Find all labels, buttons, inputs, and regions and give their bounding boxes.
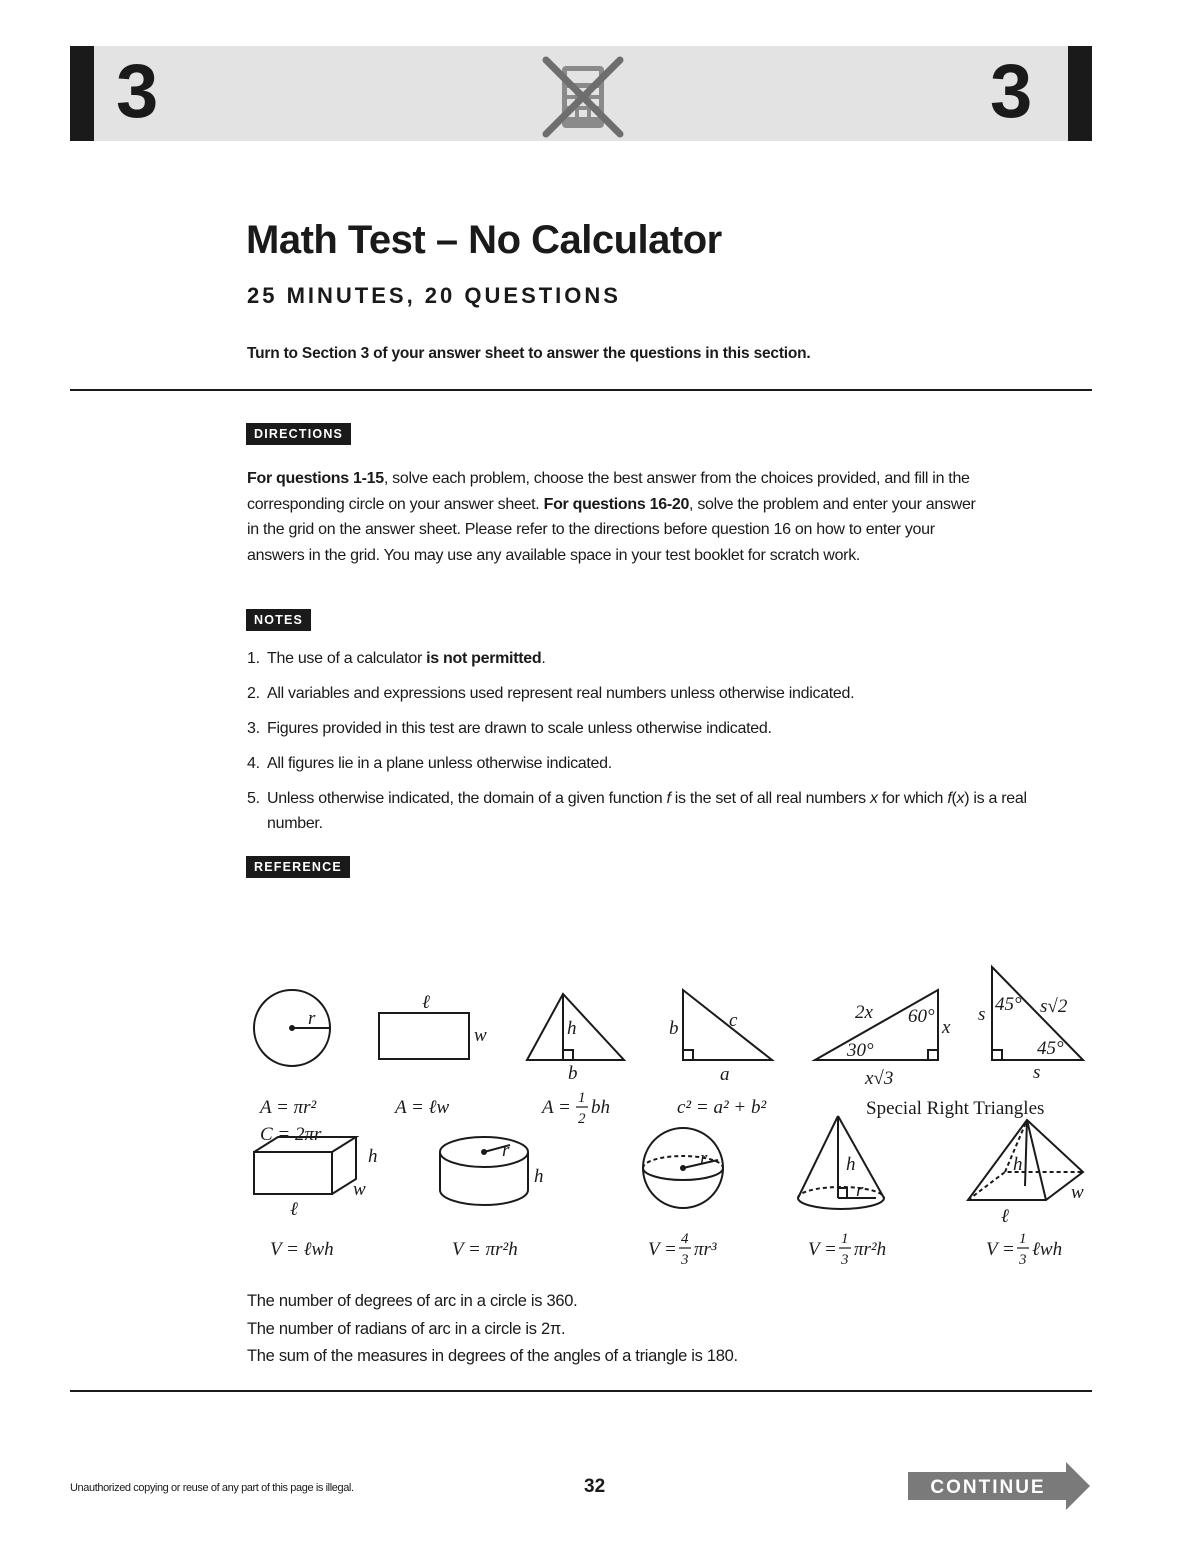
notes-list (247, 646, 1067, 846)
section-number-left: 3 (116, 49, 159, 134)
label-c: c (729, 1010, 738, 1031)
label-45-top: 45° (995, 994, 1022, 1015)
label-s-bottom: s (1033, 1062, 1041, 1083)
paren: ( (951, 790, 957, 807)
header-bar-left (70, 46, 94, 141)
note-text: for which (877, 790, 948, 807)
notes-tag: NOTES (246, 609, 311, 631)
variable-symbol: x (956, 790, 965, 807)
label-b: b (568, 1063, 578, 1084)
formula-cone-pre: V = (808, 1239, 837, 1260)
note-number: 5. (247, 790, 260, 807)
note-number: 2. (247, 685, 260, 702)
formula-cone-post: πr²h (854, 1239, 887, 1260)
directions-tag: DIRECTIONS (246, 423, 351, 445)
label-60: 60° (908, 1006, 935, 1027)
label-x-root3: x√3 (865, 1068, 894, 1089)
rectangle-figure (379, 1013, 469, 1059)
right-angle-mark (992, 1050, 1002, 1060)
formula-box-volume: V = ℓwh (270, 1239, 334, 1260)
label-45-bottom: 45° (1037, 1038, 1064, 1059)
fact-triangle-sum: The sum of the measures in degrees of the angles of a triangle is 180. (247, 1347, 738, 1365)
label-w-pyr: w (1071, 1182, 1084, 1203)
label-h-cyl: h (534, 1166, 544, 1187)
label-x: x (942, 1017, 951, 1038)
directions-text (247, 466, 987, 568)
label-h-pyr: h (1013, 1154, 1023, 1175)
note-number: 1. (247, 650, 260, 667)
note-text: . (541, 650, 546, 667)
note-text: The use of a calculator (267, 650, 427, 667)
formula-rect-area: A = ℓw (395, 1097, 450, 1118)
formula-sphere-post: πr³ (694, 1239, 717, 1260)
label-l: ℓ (422, 992, 430, 1013)
formula-circumference: C = 2πr (260, 1124, 322, 1145)
reference-facts (247, 1288, 738, 1371)
function-symbol: f (947, 790, 952, 807)
directions-bold-2: For questions 16-20 (543, 495, 690, 513)
copyright-notice: Unauthorized copying or reuse of any part of this page is illegal. (70, 1482, 354, 1494)
label-r-sphere: r (700, 1148, 708, 1169)
note-item-4 (247, 751, 1067, 776)
note-item-2 (247, 681, 1067, 706)
formula-pyramid-pre: V = (986, 1239, 1015, 1260)
box-figure (254, 1152, 332, 1194)
formula-cone-num: 1 (841, 1231, 849, 1247)
label-h-cone: h (846, 1154, 856, 1175)
circle-center-dot (289, 1025, 295, 1031)
formula-cylinder-volume: V = πr²h (452, 1239, 518, 1260)
label-h-box: h (368, 1146, 378, 1167)
note-text: is a real number. (267, 790, 1027, 832)
note-number: 3. (247, 720, 260, 737)
variable-symbol: x (869, 790, 878, 807)
label-b-leg: b (669, 1018, 679, 1039)
label-a: a (720, 1064, 730, 1085)
answer-sheet-instruction: Turn to Section 3 of your answer sheet to answer the questions in this section. (247, 345, 811, 362)
pyramid-height (1025, 1120, 1027, 1186)
cone-base-front (798, 1198, 884, 1209)
box-top (254, 1137, 356, 1152)
section-number-right: 3 (990, 49, 1033, 134)
fact-degrees: The number of degrees of arc in a circle is 360. (247, 1292, 578, 1310)
label-h: h (567, 1018, 577, 1039)
label-s-root2: s√2 (1040, 996, 1068, 1017)
continue-label: CONTINUE (930, 1477, 1046, 1498)
directions-text-2: , solve the problem and enter your answer in the grid on the answer sheet. Please refer to the directions before question 16 on how to enter your answers in the grid. You may use any available space in your test booklet for scratch work. (247, 495, 976, 564)
label-l-box: ℓ (290, 1199, 298, 1220)
page-number: 32 (584, 1476, 606, 1497)
formula-circle-area: A = πr² (260, 1097, 317, 1118)
note-text: All variables and expressions used represent real numbers unless otherwise indicated. (267, 685, 855, 702)
label-s-left: s (978, 1004, 986, 1025)
formula-sphere-den: 3 (681, 1252, 689, 1268)
sphere-center-dot (680, 1165, 686, 1171)
time-and-question-count: 25 MINUTES, 20 QUESTIONS (247, 283, 621, 308)
note-item-3 (247, 716, 1067, 741)
directions-bold-1: For questions 1-15 (247, 470, 384, 487)
right-angle-mark (683, 1050, 693, 1060)
note-bold: is not permitted (426, 650, 542, 667)
cylinder-center-dot (481, 1149, 487, 1155)
paren: ) (964, 790, 970, 807)
right-angle-mark (838, 1188, 847, 1198)
label-30: 30° (847, 1040, 874, 1061)
right-angle-mark (563, 1050, 573, 1060)
note-text: All figures lie in a plane unless otherwise indicated. (267, 755, 612, 772)
bottom-divider (70, 1390, 1092, 1392)
label-l-pyr: ℓ (1001, 1206, 1009, 1227)
formula-sphere-num: 4 (681, 1231, 689, 1247)
top-divider (70, 389, 1092, 391)
label-r-cyl: r (502, 1140, 510, 1161)
label-w: w (474, 1025, 487, 1046)
right-triangle-figure (683, 990, 772, 1060)
page-title: Math Test – No Calculator (246, 218, 722, 262)
directions-text-1: , solve each problem, choose the best answer from the choices provided, and fill in the corresponding circle on your answer sheet. (247, 470, 970, 513)
cone-left (798, 1116, 838, 1198)
note-number: 4. (247, 755, 260, 772)
note-item-5 (247, 786, 1067, 836)
note-text: Unless otherwise indicated, the domain of a given function (267, 790, 667, 807)
continue-button[interactable] (908, 1462, 1090, 1510)
special-right-triangles-label: Special Right Triangles (866, 1098, 1045, 1119)
formula-tri-area-num: 1 (578, 1090, 586, 1106)
note-text: is the set of all real numbers (670, 790, 870, 807)
formula-pythagorean: c² = a² + b² (677, 1097, 767, 1118)
formula-pyramid-num: 1 (1019, 1231, 1027, 1247)
formula-tri-area-post: bh (591, 1097, 610, 1118)
formula-tri-area-pre: A = (542, 1097, 571, 1118)
right-angle-mark (928, 1050, 938, 1060)
label-r-cone: r (856, 1180, 864, 1201)
reference-tag: REFERENCE (246, 856, 350, 878)
pyramid-edge (1027, 1120, 1046, 1200)
function-symbol: f (666, 790, 671, 807)
label-r: r (308, 1008, 316, 1029)
formula-sphere-pre: V = (648, 1239, 677, 1260)
label-2x: 2x (855, 1002, 873, 1023)
fact-radians: The number of radians of arc in a circle is 2π. (247, 1319, 566, 1338)
formula-pyramid-post: ℓwh (1032, 1239, 1063, 1260)
reference-figures-row-2 (240, 1100, 1100, 1280)
header-bar-right (1068, 46, 1092, 141)
no-calculator-icon (540, 56, 626, 138)
formula-pyramid-den: 3 (1019, 1252, 1027, 1268)
label-w-box: w (353, 1179, 366, 1200)
note-text: Figures provided in this test are drawn to scale unless otherwise indicated. (267, 720, 772, 737)
formula-cone-den: 3 (841, 1252, 849, 1268)
formula-tri-area-den: 2 (578, 1111, 586, 1127)
note-item-1 (247, 646, 1067, 671)
cylinder-bottom (440, 1190, 528, 1205)
